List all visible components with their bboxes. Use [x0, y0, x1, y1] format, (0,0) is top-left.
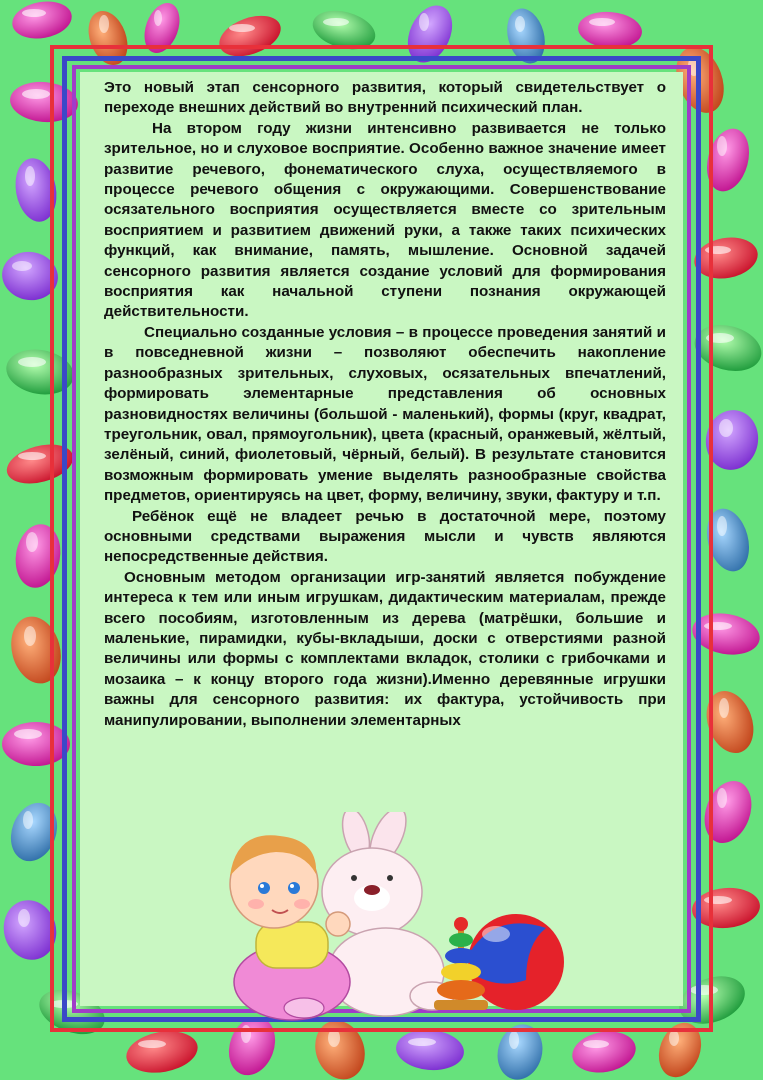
- paragraph-speech: Ребёнок ещё не владеет речью в достаточной мере, поэтому основными средствами выражения мысли и чувств являются непосредственные действия.: [104, 507, 666, 566]
- jellybean: [569, 1027, 639, 1078]
- jellybean: [394, 1027, 465, 1073]
- paragraph-method: Основным методом организации игр-занятий является побуждение интереса к тем или иным игрушкам, дидактическим материалам, прежде всего пособиям, изготовленным из дерева (матрёшки, большие и маленькие, пирамидки, кубы-вкладыши, доски с отверстиями разной величины или формы с комплектами вкладок, столики с грибочками и мозаика – к концу второго года жизни).Именно деревянные игрушки важны для сенсорного развития: их фактура, устойчивость при манипулировании, выполнении элементарных: [104, 568, 666, 729]
- paragraph-conditions: Специально созданные условия – в процессе проведения занятий и в повседневной жизни – позволяют обеспечить накопление разнообразных зрительных, слуховых, осязательных впечатлений, формировать элементарные представления об основных разновидностях величины (большой - маленький), формы (круг, квадрат, треугольник, овал, прямоугольник), цвета (красный, оранжевый, жёлтый, зелёный, синий, фиолетовый, чёрный, белый). В результате становится возможным формировать умение выделять разнообразные свойства предметов, ориентируясь на цвет, форму, величину, звуки, фактуру и т.п.: [104, 323, 666, 505]
- toddler-icon: [230, 835, 350, 1020]
- paragraph-perception: На втором году жизни интенсивно развивается не только зрительное, но и слуховое восприятие. Особенно важное значение имеет развитие речевого, фонематического слуха, осуществляемого в процессе речевого общения с окружающими. Совершенствование осязательного восприятия осуществляется вместе со зрительным восприятием и развитием движений руки, а также таких психических функций, как внимание, память, мышление. Основной задачей сенсорного развития является создание условий для формирования восприятия как начальной ступени познания окружающей действительности.: [104, 119, 666, 321]
- ball-icon: [468, 914, 564, 1010]
- article-text: [104, 78, 666, 731]
- paragraph-intro: Это новый этап сенсорного развития, который свидетельствует о переходе внешних действий во внутренний психический план.: [104, 79, 666, 117]
- toys-illustration: [196, 812, 576, 1024]
- jellybean: [9, 0, 74, 43]
- jellybean: [123, 1026, 201, 1078]
